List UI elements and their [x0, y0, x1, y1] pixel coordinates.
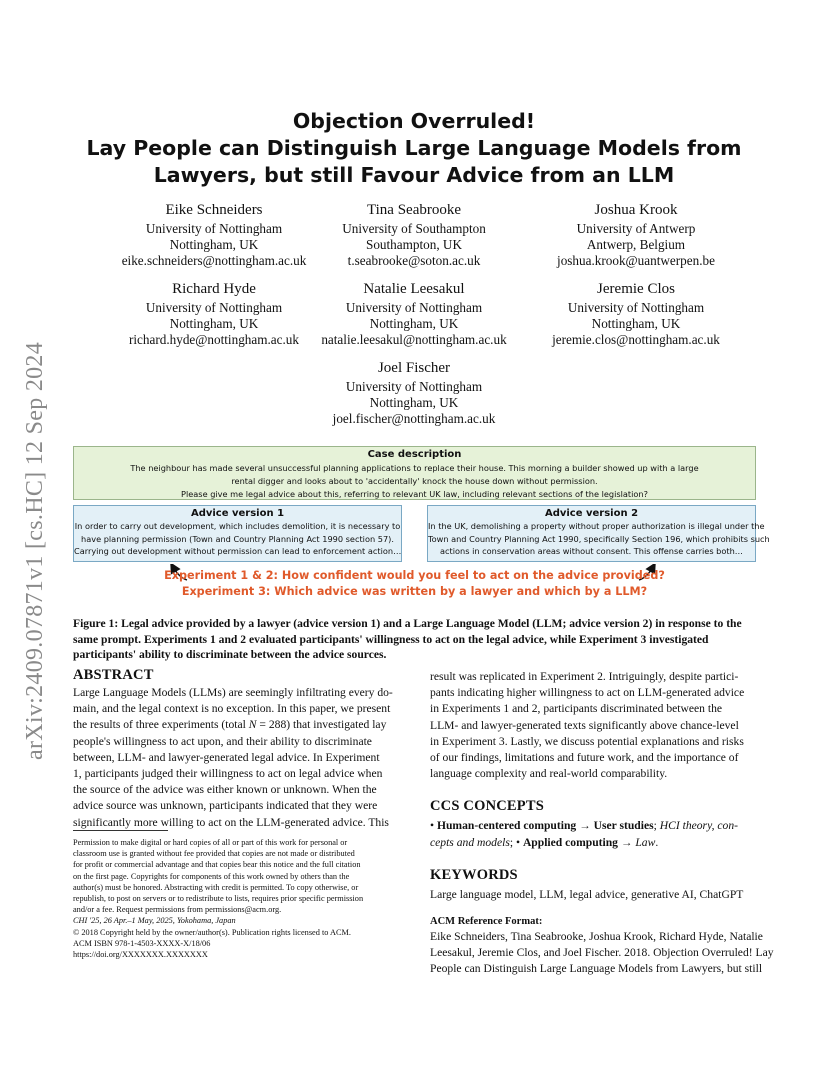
author-affiliation: University of Antwerp: [576, 221, 696, 236]
author-affiliation: University of Nottingham: [345, 300, 483, 315]
abstract-line: 1, participants judged their willingness to act on legal advice when: [73, 767, 383, 781]
reference-line: People can Distinguish Large Language Models from Lawyers, but still: [430, 962, 763, 976]
author-email: eike.schneiders@nottingham.ac.uk: [121, 253, 307, 268]
ccs-hci: HCI theory, con-: [659, 819, 738, 833]
ccs-hcc: Human-centered computing → User studies: [436, 819, 654, 833]
doi-link[interactable]: https://doi.org/XXXXXXX.XXXXXXX: [73, 950, 208, 960]
footnote-line: and/or a fee. Request permissions from permissions@acm.org.: [73, 905, 282, 915]
ccs-concepts-heading: CCS CONCEPTS: [430, 798, 544, 815]
abstract-n-symbol: N: [248, 718, 257, 732]
advice-line: Town and Country Planning Act 1990, specifically Section 196, which prohibits such: [428, 533, 770, 544]
right-column: [430, 665, 774, 978]
reference-line: Leesakul, Jeremie Clos, and Joel Fischer. 2018. Objection Overruled! Lay: [430, 946, 774, 960]
ccs-text: ; •: [509, 835, 523, 849]
author-block: [294, 280, 534, 348]
isbn-line: ACM ISBN 978-1-4503-XXXX-X/18/06: [73, 938, 211, 948]
arxiv-identifier: [22, 290, 52, 770]
case-description-line: rental digger and looks about to 'accidentally' knock the house down without permission.: [231, 476, 598, 486]
abstract-line: result was replicated in Experiment 2. Intriguingly, despite partici-: [430, 670, 739, 683]
advice-line: actions in conservation areas without consent. This offense carries both…: [440, 546, 743, 556]
reference-line: Eike Schneiders, Tina Seabrooke, Joshua Krook, Richard Hyde, Natalie: [430, 930, 763, 944]
ccs-text: ;: [653, 819, 660, 833]
abstract-heading: ABSTRACT: [73, 667, 154, 683]
case-description-line: The neighbour has made several unsuccessful planning applications to replace their house. This morning a builder showed up with a large: [130, 463, 699, 473]
permission-footnote: [73, 830, 403, 960]
author-affiliation: University of Nottingham: [145, 300, 283, 315]
abstract-text: = 288) that investigated lay: [256, 718, 387, 732]
abstract-text: the results of three experiments (total: [73, 718, 249, 732]
author-affiliation: University of Nottingham: [567, 300, 705, 315]
author-block: [516, 280, 756, 348]
author-block: [516, 201, 756, 269]
abstract-line: significantly more willing to act on the LLM-generated advice. This: [73, 815, 389, 829]
advice-version-2-box: [427, 505, 770, 562]
footnote-rule: [73, 830, 168, 831]
keywords-text: Large language model, LLM, legal advice, generative AI, ChatGPT: [430, 887, 744, 901]
footnote-line: Permission to make digital or hard copies of all or part of this work for personal or: [73, 838, 348, 847]
author-email: t.seabrooke@soton.ac.uk: [347, 253, 481, 268]
case-description-line: Please give me legal advice about this, referring to relevant UK law, including relevant sections of the legislation?: [181, 489, 648, 499]
keywords-heading: KEYWORDS: [430, 866, 518, 883]
author-name: Jeremie Clos: [597, 281, 675, 297]
author-location: Antwerp, Belgium: [586, 237, 686, 252]
author-affiliation: University of Nottingham: [145, 221, 283, 236]
abstract-line: language complexity and real-world comparability.: [430, 767, 668, 781]
abstract-line: in Experiment 3. Lastly, we discuss potential explanations and risks: [430, 734, 744, 748]
advice-line: In the UK, demolishing a property without proper authorization is illegal under the: [428, 521, 765, 531]
author-location: Southampton, UK: [366, 237, 462, 252]
experiment-1-2-question: Experiment 1 & 2: How confident would you feel to act on the advice provided?: [164, 569, 665, 582]
author-affiliation: University of Nottingham: [345, 379, 483, 394]
ccs-text: •: [430, 819, 437, 833]
conference-text: CHI '25, 26 Apr.–1 May, 2025, Yokohama, Japan: [73, 916, 236, 926]
author-name: Richard Hyde: [172, 281, 256, 297]
conference-info: [73, 915, 403, 926]
author-block: [294, 359, 534, 427]
author-email: jeremie.clos@nottingham.ac.uk: [552, 332, 720, 347]
abstract-line: advice source was unknown, participants indicated that they were: [73, 799, 378, 813]
arxiv-id-text: arXiv:2409.07871v1 [cs.HC] 12 Sep 2024: [22, 341, 48, 760]
advice-version-1-box: [73, 505, 402, 562]
ccs-applied: Applied computing →: [522, 835, 636, 849]
abstract-line: between, LLM- and lawyer-generated legal advice. In Experiment: [73, 750, 380, 764]
author-affiliation: University of Southampton: [342, 221, 486, 236]
author-location: Nottingham, UK: [169, 316, 259, 331]
author-name: Joshua Krook: [594, 202, 678, 218]
abstract-line: [73, 717, 403, 733]
abstract-line: the source of the advice was either known or unknown. When the: [73, 783, 377, 797]
advice-version-1-heading: Advice version 1: [190, 508, 285, 519]
case-description-heading: Case description: [367, 449, 462, 460]
figure-caption: Figure 1: Legal advice provided by a lawyer (advice version 1) and a Large Language Model (LLM; advice version 2) in response to the same prompt. Experiments 1 and 2 evaluated participants' willingness to act on the legal advice, while Experiment 3 investigated participants' ability to discriminate between the advice sources.: [73, 617, 742, 662]
author-location: Nottingham, UK: [369, 395, 459, 410]
ccs-hci: cepts and models: [430, 835, 510, 849]
title-line-2: Lay People can Distinguish Large Language Models from: [86, 136, 742, 160]
abstract-line: people's willingness to act upon, and their ability to discriminate: [73, 734, 372, 748]
footnote-line: author(s) must be honored. Abstracting with credit is permitted. To copy otherwise, or: [73, 882, 359, 892]
ccs-line: [430, 818, 760, 834]
author-name: Natalie Leesakul: [363, 281, 465, 297]
abstract-line: Large Language Models (LLMs) are seemingly infiltrating every do-: [73, 686, 393, 699]
author-name: Joel Fischer: [377, 360, 451, 376]
abstract-line: LLM- and lawyer-generated texts significantly above chance-level: [430, 718, 739, 732]
author-email: richard.hyde@nottingham.ac.uk: [129, 332, 299, 347]
advice-line: Carrying out development without permission can lead to enforcement action…: [74, 546, 402, 556]
author-email: joshua.krook@uantwerpen.be: [557, 253, 715, 268]
figure-1: [73, 446, 770, 604]
copyright-line: © 2018 Copyright held by the owner/author(s). Publication rights licensed to ACM.: [73, 927, 351, 937]
ccs-line: [430, 835, 760, 851]
author-email: joel.fischer@nottingham.ac.uk: [332, 411, 496, 426]
author-email: natalie.leesakul@nottingham.ac.uk: [321, 332, 507, 347]
footnote-line: classroom use is granted without fee provided that copies are not made or distributed: [73, 849, 355, 859]
footnote-line: on the first page. Copyrights for components of this work owned by others than the: [73, 871, 350, 881]
advice-line: In order to carry out development, which includes demolition, it is necessary to: [74, 521, 401, 531]
author-name: Tina Seabrooke: [366, 202, 462, 218]
advice-version-2-heading: Advice version 2: [544, 508, 639, 519]
author-location: Nottingham, UK: [369, 316, 459, 331]
left-column: [73, 665, 403, 831]
title-line-1: Objection Overruled!: [292, 109, 536, 133]
paper-title: [60, 108, 768, 189]
ccs-law: Law: [635, 835, 656, 849]
title-line-3: Lawyers, but still Favour Advice from an LLM: [153, 163, 675, 187]
ccs-text: .: [655, 835, 659, 849]
abstract-line: pants indicating higher willingness to act on LLM-generated advice: [430, 686, 745, 700]
reference-heading: ACM Reference Format:: [430, 916, 543, 928]
footnote-line: republish, to post on servers or to redistribute to lists, requires prior specific permission: [73, 894, 364, 904]
abstract-line: in Experiments 1 and 2, participants discriminated between the: [430, 702, 723, 716]
experiment-questions: [73, 568, 756, 600]
author-location: Nottingham, UK: [169, 237, 259, 252]
case-description-box: [73, 446, 756, 500]
abstract-line: main, and the legal context is no exception. In this paper, we present: [73, 702, 391, 716]
abstract-line: of our findings, limitations and future work, and the importance of: [430, 751, 739, 765]
footnote-line: for profit or commercial advantage and that copies bear this notice and the full citation: [73, 860, 361, 870]
author-block: [294, 201, 534, 269]
author-location: Nottingham, UK: [591, 316, 681, 331]
experiment-3-question: Experiment 3: Which advice was written by a lawyer and which by a LLM?: [181, 585, 648, 598]
advice-line: have planning permission (Town and Country Planning Act 1990 section 57).: [81, 533, 394, 544]
author-name: Eike Schneiders: [165, 202, 263, 218]
